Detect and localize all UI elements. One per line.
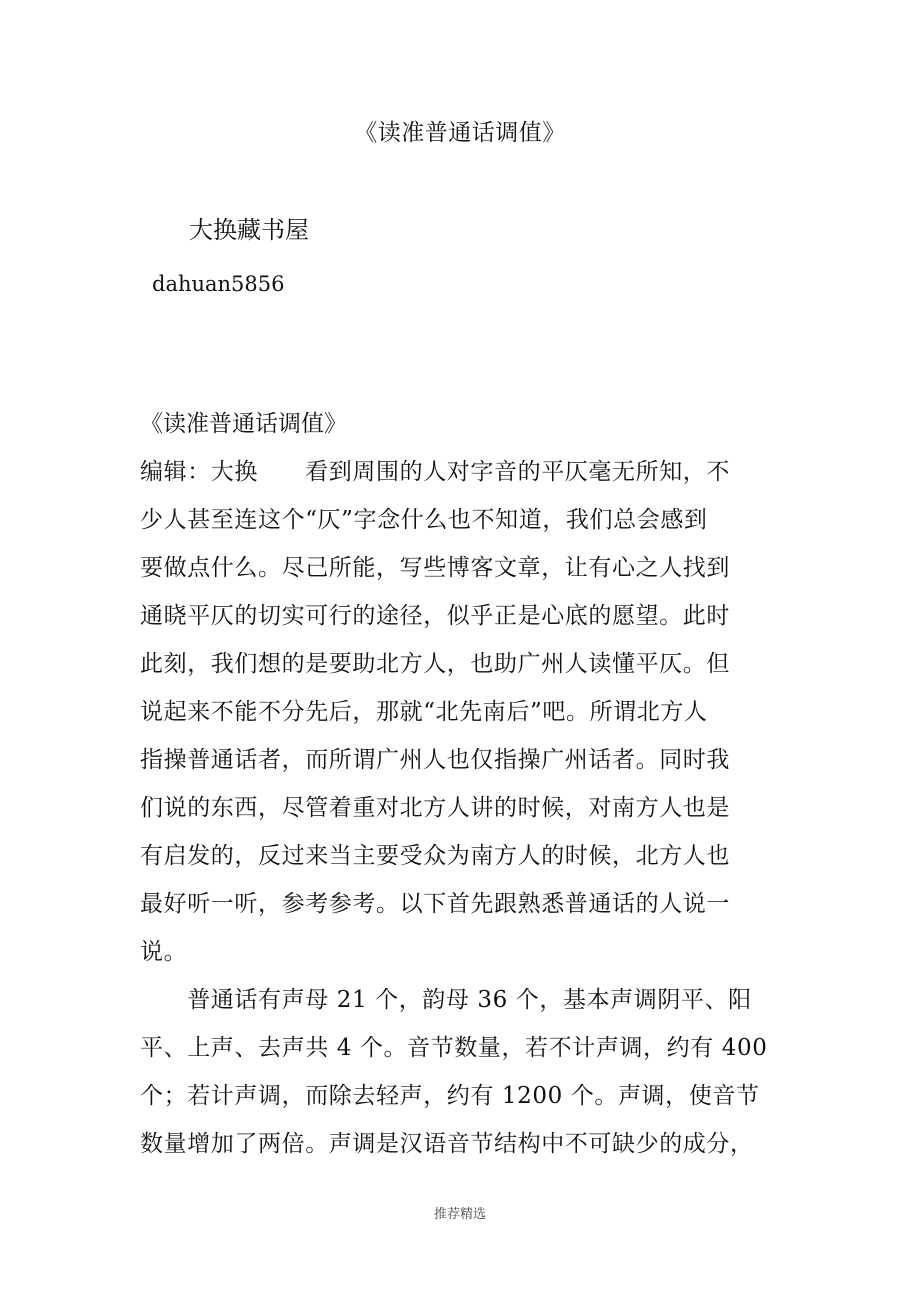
author-name: 大换藏书屋 — [189, 216, 309, 244]
body-line: 普通话有声母 21 个，韵母 36 个，基本声调阴平、阳 — [140, 987, 752, 1013]
body-line: 们说的东西，尽管着重对北方人讲的时候，对南方人也是 — [140, 795, 730, 821]
body-line: 要做点什么。尽己所能，写些博客文章，让有心之人找到 — [140, 555, 730, 581]
body-line: 最好听一听，参考参考。以下首先跟熟悉普通话的人说一 — [140, 891, 730, 917]
document-title: 《读准普通话调值》 — [354, 120, 566, 146]
body-line: 说。 — [140, 939, 188, 965]
body-line: 说起来不能不分先后，那就“北先南后”吧。所谓北方人 — [140, 699, 708, 725]
body-line: 指操普通话者，而所谓广州人也仅指操广州话者。同时我 — [140, 747, 730, 773]
body-line: 通晓平仄的切实可行的途径，似乎正是心底的愿望。此时 — [140, 603, 730, 629]
article-body — [140, 448, 790, 1168]
body-line: 平、上声、去声共 4 个。音节数量，若不计声调，约有 400 — [140, 1035, 768, 1061]
body-line: 编辑：大换 看到周围的人对字音的平仄毫无所知，不 — [140, 459, 730, 485]
body-line: 此刻，我们想的是要助北方人，也助广州人读懂平仄。但 — [140, 651, 730, 677]
author-account: dahuan5856 — [152, 272, 285, 296]
page-footer: 推荐精选 — [433, 1207, 486, 1222]
body-line: 有启发的，反过来当主要受众为南方人的时候，北方人也 — [140, 843, 730, 869]
article-title: 《读准普通话调值》 — [140, 411, 347, 437]
body-line: 少人甚至连这个“仄”字念什么也不知道，我们总会感到 — [140, 507, 708, 533]
body-line: 个；若计声调，而除去轻声，约有 1200 个。声调，使音节 — [140, 1083, 760, 1109]
body-line: 数量增加了两倍。声调是汉语音节结构中不可缺少的成分， — [140, 1131, 754, 1157]
